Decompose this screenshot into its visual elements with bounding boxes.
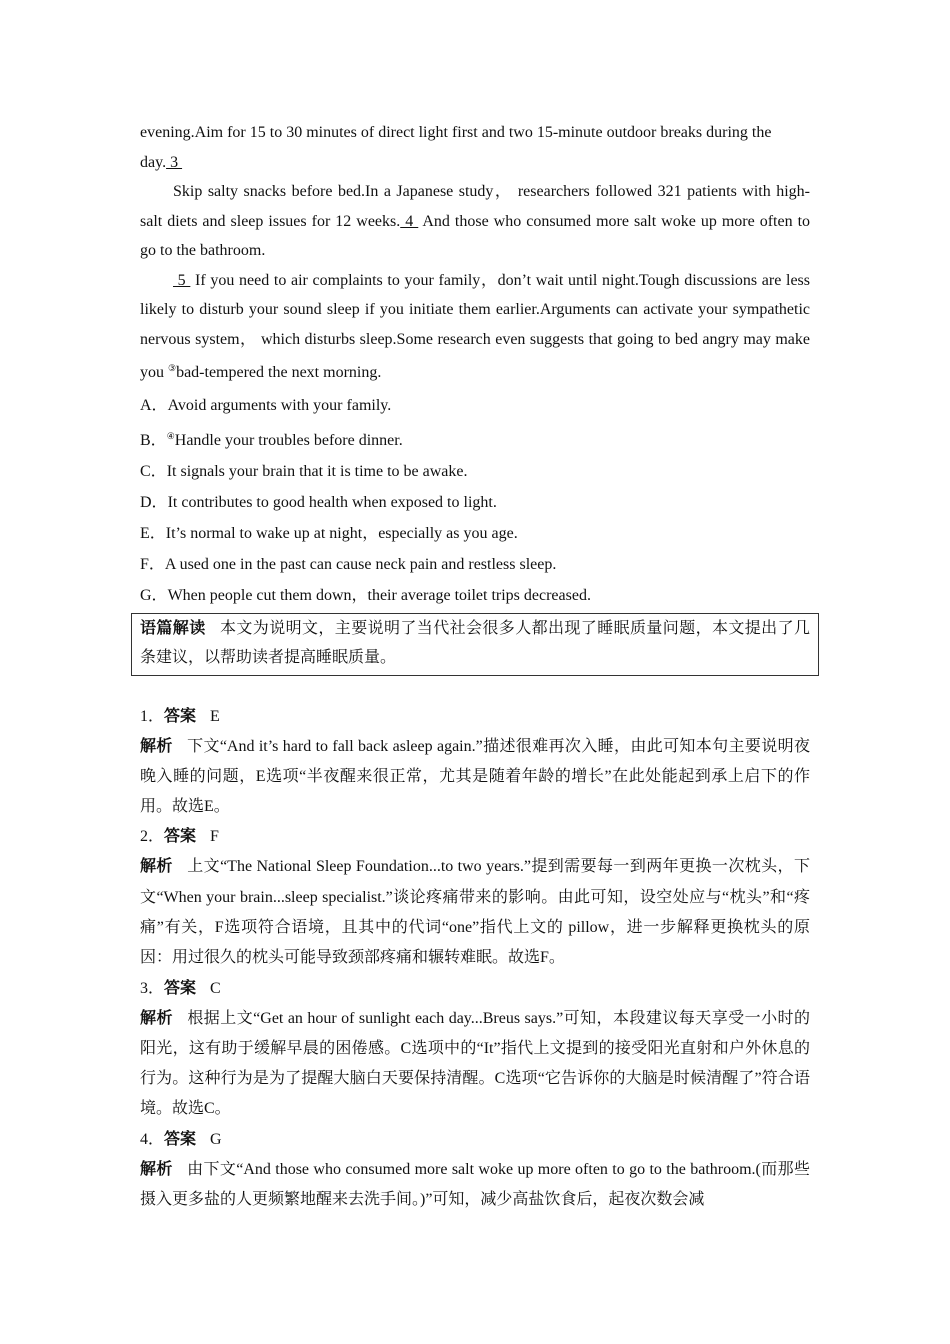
option-d xyxy=(140,487,810,518)
explanation-text: 上文“The National Sleep Foundation...to two years.”提到需要每一到两年更换一次枕头，下文“When your brain...sleep specialist.”谈论疼痛带来的影响。由此可知，设空处应与“枕头”和“疼痛”有关，F选项符合语境，且其中的代词“one”指代上文的 pillow，进一步解释更换枕头的原因：用过很久的枕头可能导致颈部疼痛和辗转难眠。故选F。 xyxy=(140,858,810,967)
note-mark-4: ④ xyxy=(166,430,175,441)
explanation-text: 根据上文“Get an hour of sunlight each day...Breus says.”可知，本段建议每天享受一小时的阳光，这有助于缓解早晨的困倦感。C选项中的“It”指代上文提到的接受阳光直射和户外休息的行为。这种行为是为了提醒大脑白天要保持清醒。C选项“它告诉你的大脑是时候清醒了”符合语境。故选C。 xyxy=(140,1009,810,1118)
answer-label: 答案 xyxy=(164,979,197,997)
answer-value: F xyxy=(210,828,219,846)
option-g xyxy=(140,580,810,611)
answer-number: 3． xyxy=(140,979,165,997)
passage-text: And those who consumed more salt woke up more often to go to the bathroom. xyxy=(140,212,811,259)
answer-4-explanation xyxy=(140,1155,810,1216)
explanation-label: 解析 xyxy=(140,1009,173,1027)
reading-summary-box xyxy=(131,613,819,676)
reading-summary-text: 本文为说明文，主要说明了当代社会很多人都出现了睡眠质量问题，本文提出了几条建议，以帮助读者提高睡眠质量。 xyxy=(140,619,810,666)
document-page xyxy=(140,118,810,1215)
option-text: When people cut them down，their average toilet trips decreased. xyxy=(167,586,591,604)
passage-paragraph-2 xyxy=(140,177,810,266)
option-text: It’s normal to wake up at night，especially as you age. xyxy=(165,524,518,542)
passage-text: evening.Aim for 15 to 30 minutes of direct light first and two 15-minute outdoor breaks during the xyxy=(140,124,772,141)
options-list xyxy=(140,390,810,611)
blank-4: 4 xyxy=(400,212,419,230)
option-label: F． xyxy=(140,555,165,573)
option-text: Avoid arguments with your family. xyxy=(167,396,392,414)
answer-label: 答案 xyxy=(164,828,197,846)
blank-5: 5 xyxy=(173,271,191,289)
passage-paragraph-1 xyxy=(140,118,810,177)
answer-1-explanation xyxy=(140,732,810,823)
answer-value: C xyxy=(210,979,221,997)
answer-1-header xyxy=(140,702,810,732)
option-text: It signals your brain that it is time to be awake. xyxy=(166,462,468,480)
answer-2-explanation xyxy=(140,852,810,973)
answer-number: 1． xyxy=(140,707,165,725)
explanation-label: 解析 xyxy=(140,858,173,876)
answer-4-header xyxy=(140,1125,810,1155)
answer-value: G xyxy=(210,1130,222,1148)
option-text: Handle your troubles before dinner. xyxy=(174,431,403,449)
passage-paragraph-3 xyxy=(140,266,810,388)
explanation-label: 解析 xyxy=(140,1160,173,1178)
passage-text: If you need to air complaints to your family，don’t wait until night.Tough discussions are less likely to disturb your sound sleep if you initiate them earlier.Arguments can activate your sympathetic nervous system， which disturbs sleep.Some research even suggests that going to bed angry may make you xyxy=(140,271,810,381)
answer-3-header xyxy=(140,974,810,1004)
option-text: A used one in the past can cause neck pain and restless sleep. xyxy=(164,555,557,573)
option-label: E． xyxy=(140,524,166,542)
passage-text: day. xyxy=(140,153,167,171)
answer-label: 答案 xyxy=(164,1130,197,1148)
note-mark-3: ③ xyxy=(168,363,177,373)
answers-section xyxy=(140,702,810,1216)
answer-value: E xyxy=(210,707,220,725)
answer-number: 4． xyxy=(140,1130,165,1148)
answer-number: 2． xyxy=(140,828,165,846)
option-label: B． xyxy=(140,431,167,449)
option-e xyxy=(140,518,810,549)
explanation-label: 解析 xyxy=(140,737,173,755)
answer-2-header xyxy=(140,822,810,852)
option-f xyxy=(140,549,810,580)
answer-label: 答案 xyxy=(164,707,197,725)
blank-3: 3 xyxy=(166,153,183,171)
option-label: A． xyxy=(140,396,168,414)
passage-text: bad-tempered the next morning. xyxy=(176,364,382,381)
option-label: C． xyxy=(140,462,167,480)
answer-3-explanation xyxy=(140,1004,810,1125)
explanation-text: 下文“And it’s hard to fall back asleep again.”描述很难再次入睡，由此可知本句主要说明夜晚入睡的问题，E选项“半夜醒来很正常，尤其是随着年龄的增长”在此处能起到承上启下的作用。故选E。 xyxy=(140,737,810,816)
option-label: D． xyxy=(140,493,168,511)
option-text: It contributes to good health when exposed to light. xyxy=(167,493,497,511)
option-label: G． xyxy=(140,586,168,604)
option-b xyxy=(140,421,810,456)
passage-text: Skip salty snacks before bed.In a Japanese study， researchers followed 321 patients with high-salt diets and sleep issues for 12 weeks. xyxy=(140,183,810,230)
option-a xyxy=(140,390,810,421)
reading-summary-label: 语篇解读 xyxy=(140,619,206,637)
explanation-text: 由下文“And those who consumed more salt woke up more often to go to the bathroom.(而那些摄入更多盐的人更频繁地醒来去洗手间。)”可知，减少高盐饮食后，起夜次数会减 xyxy=(140,1160,810,1209)
option-c xyxy=(140,456,810,487)
